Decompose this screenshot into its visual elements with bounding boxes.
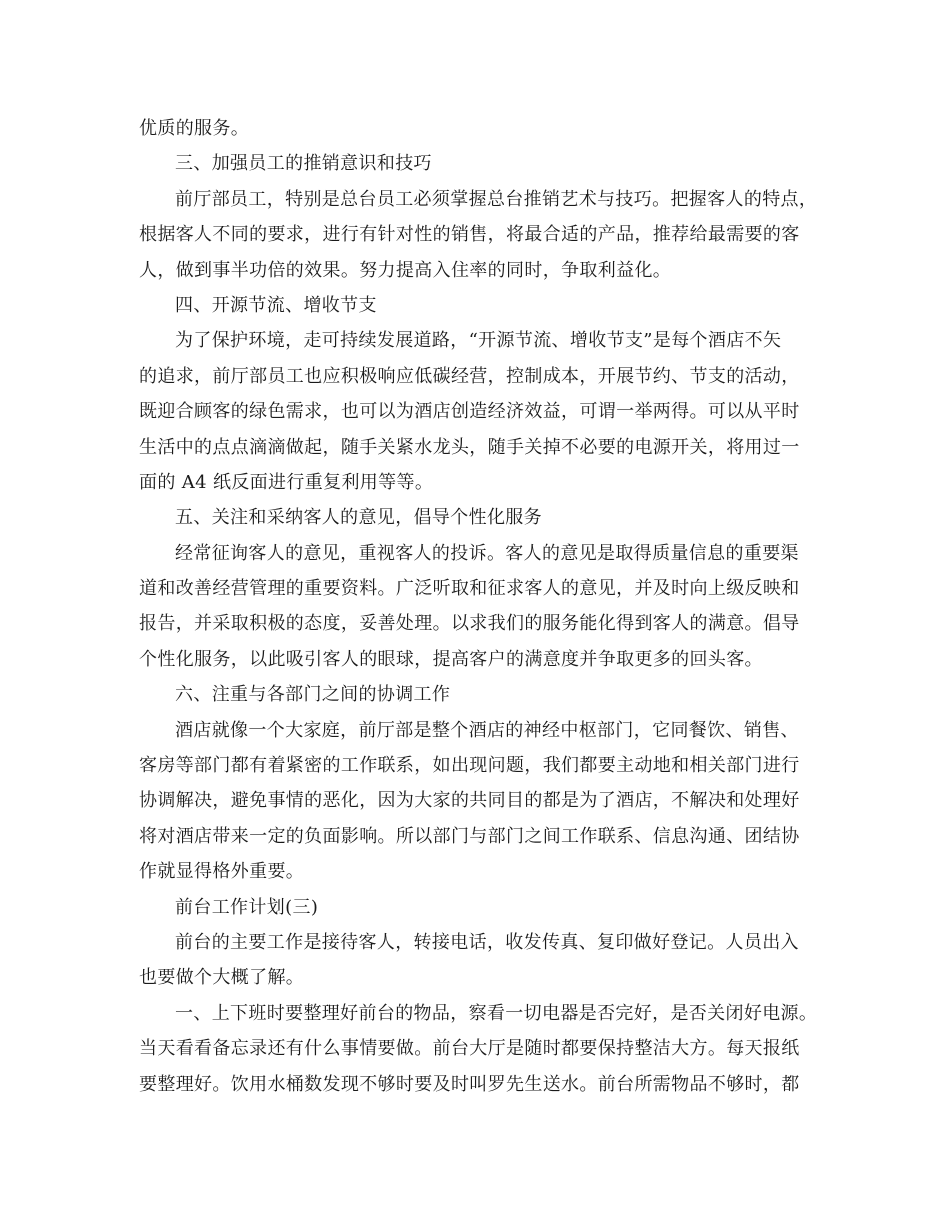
text-line: 协调解决，避免事情的恶化，因为大家的共同目的都是为了酒店，不解决和处理好 [139, 790, 800, 812]
text-line: 优质的服务。 [139, 118, 250, 139]
text-line: 的追求，前厅部员工也应积极响应低碳经营，控制成本，开展节约、节支的活动， [139, 365, 800, 387]
text-line: 要整理好。饮用水桶数发现不够时要及时叫罗先生送水。前台所需物品不够时，都 [139, 1073, 800, 1095]
text-line: 面的 A4 纸反面进行重复利用等等。 [139, 471, 434, 493]
text-line: 前台工作计划(三) [175, 896, 319, 918]
text-line: 一、上下班时要整理好前台的物品，察看一切电器是否完好，是否关闭好电源。 [175, 1002, 818, 1024]
text-line: 六、注重与各部门之间的协调工作 [175, 684, 451, 706]
text-line: 人，做到事半功倍的效果。努力提高入住率的同时，争取利益化。 [139, 259, 672, 281]
text-line: 为了保护环境，走可持续发展道路，“开源节流、增收节支”是每个酒店不矢 [175, 330, 782, 352]
text-line: 四、开源节流、增收节支 [175, 294, 377, 316]
text-line: 前厅部员工，特别是总台员工必须掌握总台推销艺术与技巧。把握客人的特点， [175, 188, 818, 210]
text-line: 酒店就像一个大家庭，前厅部是整个酒店的神经中枢部门，它同餐饮、销售、 [175, 719, 799, 741]
text-line: 道和改善经营管理的重要资料。广泛听取和征求客人的意见，并及时向上级反映和 [139, 578, 800, 600]
text-line: 当天看看备忘录还有什么事情要做。前台大厅是随时都要保持整洁大方。每天报纸 [139, 1038, 800, 1060]
text-line: 报告，并采取积极的态度，妥善处理。以求我们的服务能化得到客人的满意。倡导 [139, 613, 800, 635]
text-line: 作就显得格外重要。 [139, 861, 305, 883]
text-line: 生活中的点点滴滴做起，随手关紧水龙头，随手关掉不必要的电源开关，将用过一 [139, 436, 800, 458]
text-line: 五、关注和采纳客人的意见，倡导个性化服务 [175, 507, 542, 529]
text-line: 既迎合顾客的绿色需求，也可以为酒店创造经济效益，可谓一举两得。可以从平时 [139, 401, 800, 423]
text-line: 三、加强员工的推销意识和技巧 [175, 153, 432, 175]
text-line: 个性化服务，以此吸引客人的眼球，提高客户的满意度并争取更多的回头客。 [139, 648, 763, 670]
text-line: 将对酒店带来一定的负面影响。所以部门与部门之间工作联系、信息沟通、团结协 [139, 825, 800, 847]
text-line: 根据客人不同的要求，进行有针对性的销售，将最合适的产品，推荐给最需要的客 [139, 224, 800, 246]
document-page [139, 111, 819, 1102]
text-line: 客房等部门都有着紧密的工作联系，如出现问题，我们都要主动地和相关部门进行 [139, 755, 800, 777]
text-line: 前台的主要工作是接待客人，转接电话，收发传真、复印做好登记。人员出入 [175, 931, 799, 953]
text-line: 也要做个大概了解。 [139, 967, 305, 989]
text-line: 经常征询客人的意见，重视客人的投诉。客人的意见是取得质量信息的重要渠 [175, 542, 799, 564]
